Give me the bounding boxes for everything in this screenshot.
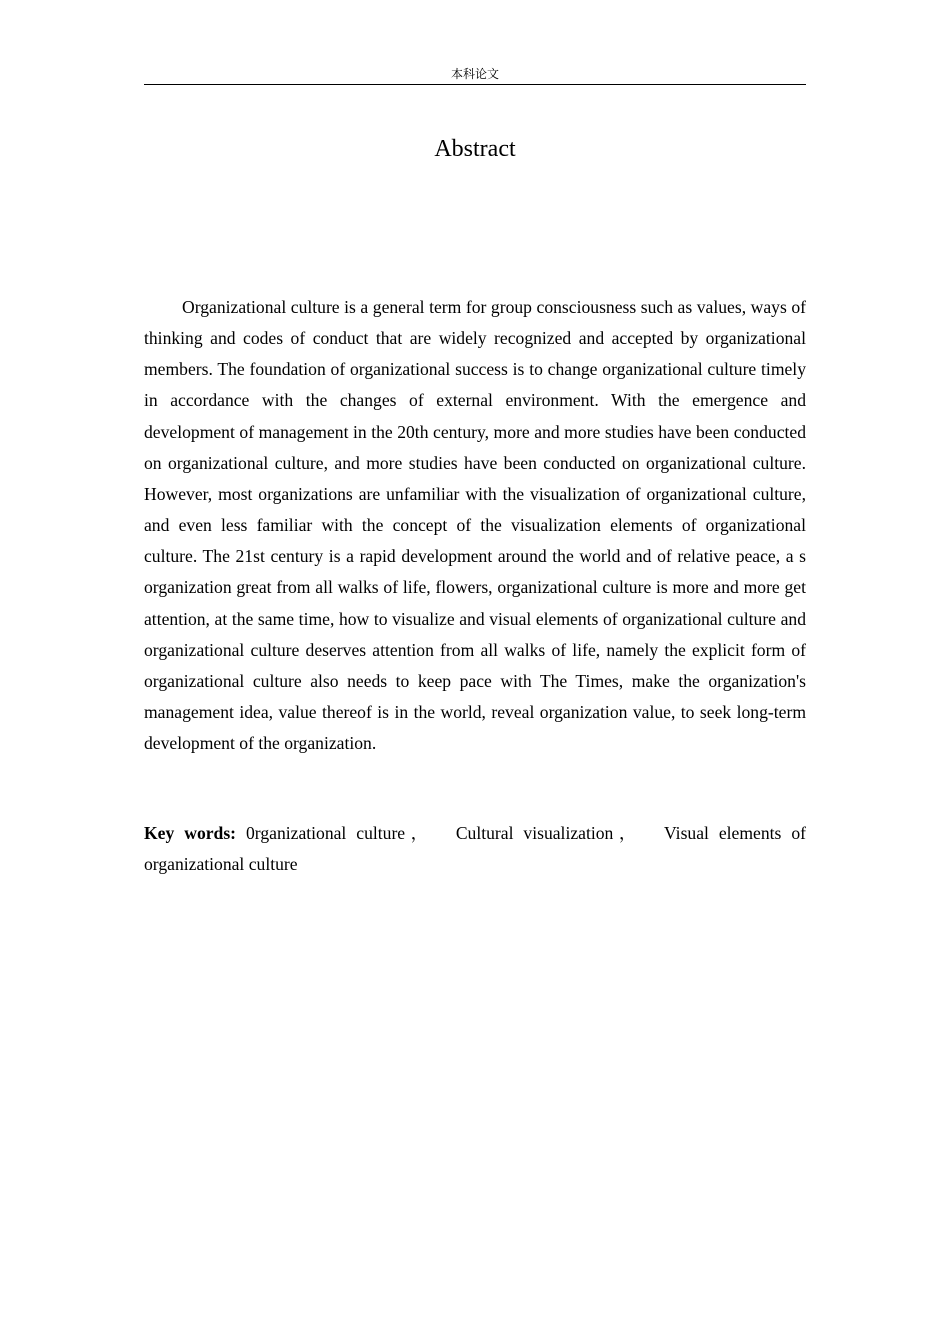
abstract-title: Abstract (434, 136, 516, 162)
keyword-separator: ， (405, 823, 434, 843)
keywords-label: Key words: (144, 823, 237, 843)
abstract-body: Organizational culture is a general term for group consciousness such as values, ways of thinking and codes of conduct that are widely recognized and accepted by organizational members. The foundation of organizational success is to change organizational culture timely in accordance with the changes of external environment. With the emergence and development of management in the 20th century, more and more studies have been conducted on organizational culture, and more studies have been conducted on organizational culture. However, most organizations are unfamiliar with the visualization of organizational culture, and even less familiar with the concept of the visualization elements of organizational culture. The 21st century is a rapid development around the world and of relative peace, a s organization great from all walks of life, flowers, organizational culture is more and more get attention, at the same time, how to visualize and visual elements of organizational culture and organizational culture deserves attention from all walks of life, namely the explicit form of organizational culture also needs to keep pace with The Times, make the organization's management idea, value thereof is in the world, reveal organization value, to seek long-term development of the organization. (144, 297, 806, 754)
keywords-paragraph (144, 818, 806, 880)
keyword-separator: ， (613, 823, 643, 843)
keyword-item: Cultural visualization (455, 823, 614, 843)
header-title: 本科论文 (450, 67, 499, 81)
page-header (144, 64, 806, 85)
keyword-item: 0rganizational culture (246, 823, 406, 843)
keyword-item: Visual elements of organizational culture (144, 823, 806, 874)
